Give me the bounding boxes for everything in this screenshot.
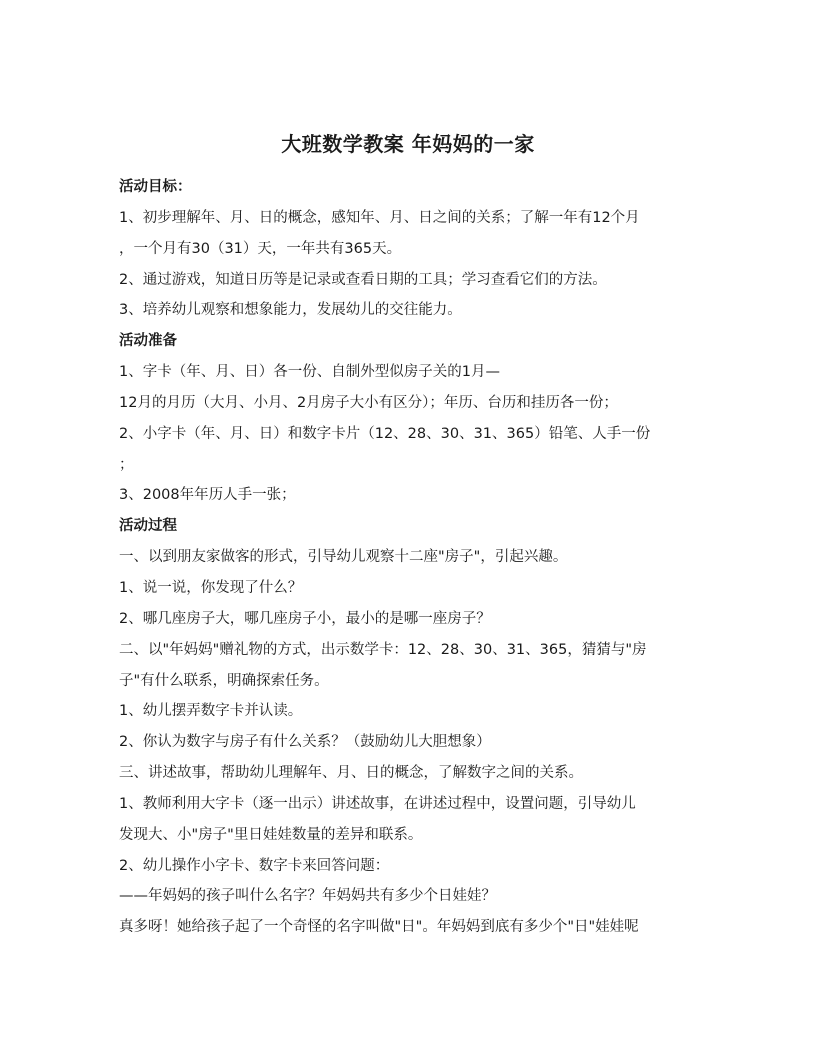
text-line: 三、讲述故事，帮助幼儿理解年、月、日的概念，了解数字之间的关系。	[119, 765, 583, 782]
text-line: 2、哪几座房子大，哪几座房子小，最小的是哪一座房子？	[119, 610, 491, 627]
text-line: 2、通过游戏，知道日历等是记录或查看日期的工具；学习查看它们的方法。	[119, 271, 607, 288]
text-line: 3、培养幼儿观察和想象能力，发展幼儿的交往能力。	[119, 302, 462, 319]
text-line: 1、说一说，你发现了什么？	[119, 579, 303, 596]
text-line: ，一个月有30（31）天，一年共有365天。	[119, 240, 402, 257]
text-line: ——年妈妈的孩子叫什么名字？年妈妈共有多少个日娃娃？	[119, 888, 496, 905]
text-line: 子"有什么联系，明确探索任务。	[119, 672, 329, 689]
text-line: 1、初步理解年、月、日的概念，感知年、月、日之间的关系；了解一年有12个月	[119, 209, 640, 226]
text-line: 真多呀！她给孩子起了一个奇怪的名字叫做"日"。年妈妈到底有多少个"日"娃娃呢	[119, 919, 639, 936]
text-line: 1、教师利用大字卡（逐一出示）讲述故事，在讲述过程中，设置问题，引导幼儿	[119, 795, 636, 812]
text-line: 12月的月历（大月、小月、2月房子大小有区分）；年历、台历和挂历各一份；	[119, 394, 618, 411]
text-line: ；	[119, 456, 134, 473]
section-heading: 活动准备	[119, 332, 177, 350]
document-title: 大班数学教案 年妈妈的一家	[281, 132, 535, 156]
text-line: 2、幼儿操作小字卡、数字卡来回答问题：	[119, 857, 390, 874]
text-line: 2、小字卡（年、月、日）和数字卡片（12、28、30、31、365）铅笔、人手一份	[119, 425, 651, 442]
text-line: 发现大、小"房子"里日娃娃数量的差异和联系。	[119, 826, 423, 843]
text-line: 1、字卡（年、月、日）各一份、自制外型似房子关的1月—	[119, 364, 500, 381]
text-line: 3、2008年年历人手一张；	[119, 487, 296, 504]
section-heading: 活动过程	[119, 517, 177, 535]
text-line: 1、幼儿摆弄数字卡并认读。	[119, 703, 303, 720]
text-line: 一、以到朋友家做客的形式，引导幼儿观察十二座"房子"，引起兴趣。	[119, 549, 568, 566]
section-heading: 活动目标：	[119, 178, 192, 195]
text-line: 二、以"年妈妈"赠礼物的方式，出示数学卡：12、28、30、31、365，猜猜与"房	[119, 641, 647, 658]
text-line: 2、你认为数字与房子有什么关系？（鼓励幼儿大胆想象）	[119, 734, 491, 751]
document-body	[119, 172, 699, 943]
